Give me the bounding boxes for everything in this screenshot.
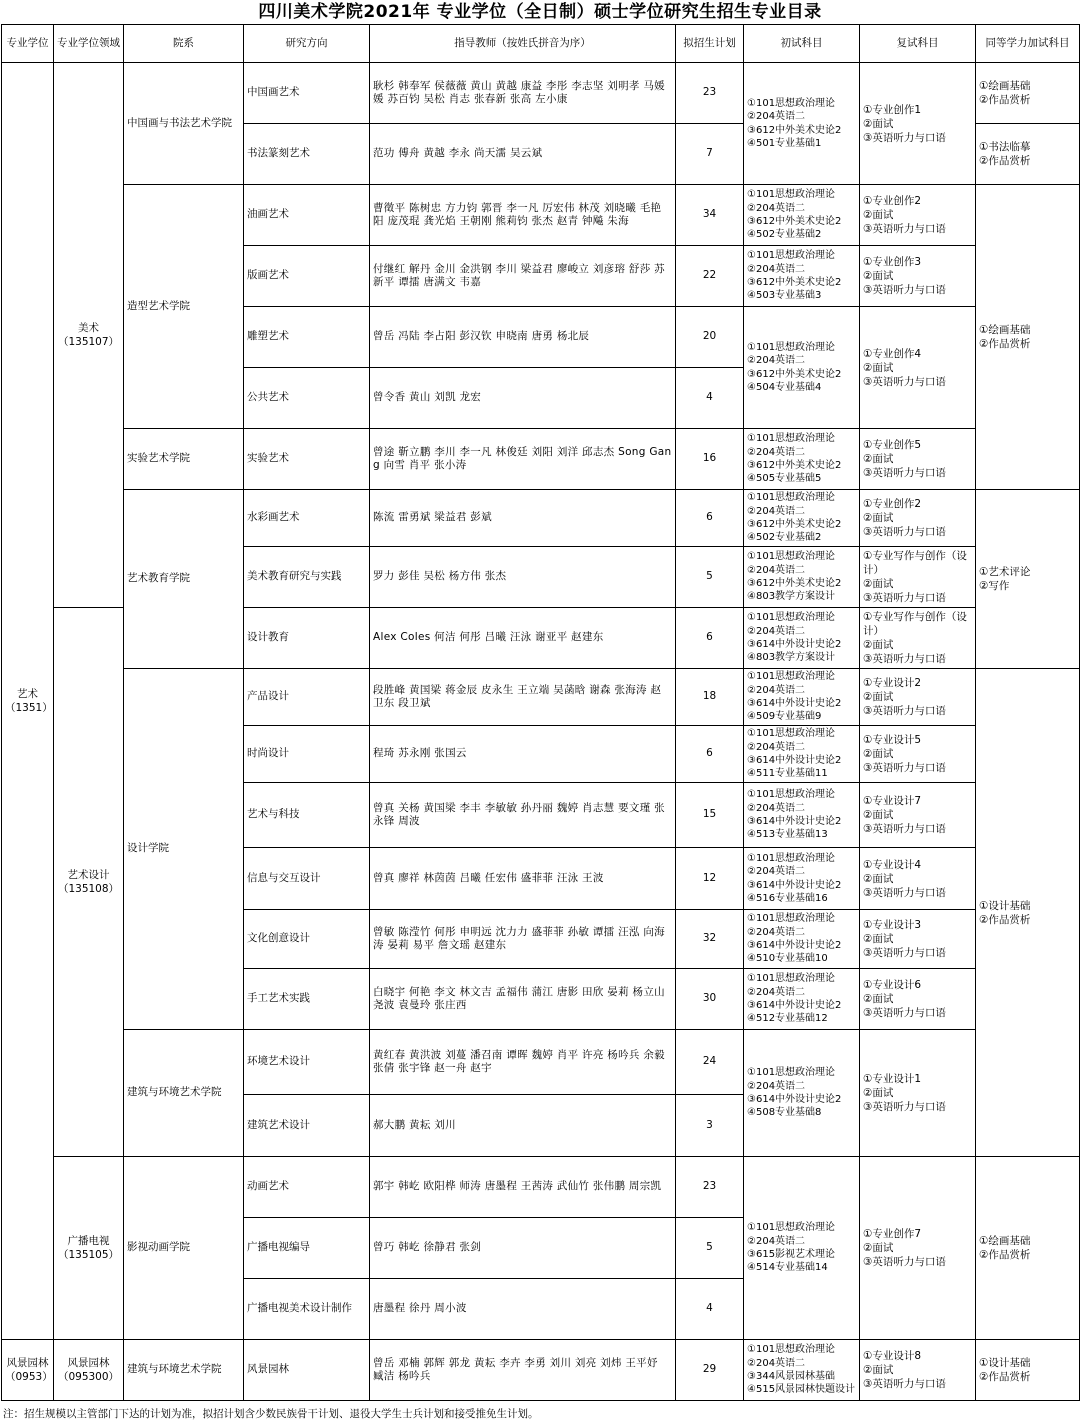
list-line: ④803教学方案设计 xyxy=(747,591,836,603)
plan-cell: 16 xyxy=(676,429,744,490)
list-line: ②面试 xyxy=(863,872,894,885)
column-header: 指导教师（按姓氏拼音为序） xyxy=(370,25,676,63)
list-line: ②面试 xyxy=(863,639,894,651)
plan-cell: 32 xyxy=(676,910,744,969)
list-line: ①101思想政治理论 xyxy=(747,973,836,985)
field-cell xyxy=(54,608,124,1157)
list-line: ①101思想政治理论 xyxy=(747,97,836,109)
direction-cell: 中国画艺术 xyxy=(244,63,370,124)
exam-cell xyxy=(744,969,860,1030)
college-cell: 建筑与环境艺术学院 xyxy=(124,1030,244,1157)
list-line: ①101思想政治理论 xyxy=(747,728,836,740)
list-line: ③英语听力与口语 xyxy=(863,467,946,479)
list-line: ④503专业基础3 xyxy=(747,290,822,302)
teachers-cell: 白晓宇 何艳 李文 林文吉 孟福伟 蒲江 唐影 田欣 晏莉 杨立山 尧波 袁曼玲 张庄西 xyxy=(370,969,676,1030)
list-line: ②204英语二 xyxy=(747,986,806,998)
degree-name: 艺术 xyxy=(17,688,38,700)
list-line: ③英语听力与口语 xyxy=(863,1378,946,1390)
extra-exam-cell xyxy=(976,490,1080,669)
direction-cell: 美术教育研究与实践 xyxy=(244,547,370,608)
exam-cell xyxy=(744,307,860,429)
list-line: ③615影视艺术理论 xyxy=(747,1249,836,1260)
retest-cell xyxy=(860,307,976,429)
list-line: ③614中外设计史论2 xyxy=(747,639,842,650)
teachers-cell: 黄红春 黄洪波 刘蔓 潘召南 谭晖 魏婷 肖平 许亮 杨吟兵 余毅 张倩 张宇锋 赵一舟 赵宇 xyxy=(370,1030,676,1095)
list-line: ②204英语二 xyxy=(747,926,806,938)
retest-cell xyxy=(860,429,976,490)
extra-exam-cell xyxy=(976,63,1080,124)
list-line: ③614中外设计史论2 xyxy=(747,1000,842,1011)
list-line: ②面试 xyxy=(863,809,894,821)
list-line: ②面试 xyxy=(863,1087,894,1099)
college-cell: 设计学院 xyxy=(124,669,244,1030)
list-line: ③英语听力与口语 xyxy=(863,1007,946,1019)
direction-cell: 广播电视编导 xyxy=(244,1218,370,1279)
list-line: ①101思想政治理论 xyxy=(747,341,836,353)
list-line: ③英语听力与口语 xyxy=(863,284,946,296)
direction-cell: 油画艺术 xyxy=(244,185,370,246)
column-header: 专业学位 xyxy=(2,25,54,63)
college-cell: 艺术教育学院 xyxy=(124,490,244,669)
field-code: （135108） xyxy=(57,883,120,895)
extra-exam-cell xyxy=(976,669,1080,1157)
list-line: ①101思想政治理论 xyxy=(747,612,836,624)
list-line: ①专业创作4 xyxy=(863,347,922,360)
table-row xyxy=(2,1030,1080,1095)
column-header: 同等学力加试科目 xyxy=(976,25,1080,63)
list-line: ③612中外美术史论2 xyxy=(747,460,842,471)
exam-cell xyxy=(744,246,860,307)
list-line: ④508专业基础8 xyxy=(747,1107,822,1119)
list-line: ①专业创作1 xyxy=(863,103,922,116)
list-line: ③344风景园林基础 xyxy=(747,1371,836,1382)
direction-cell: 公共艺术 xyxy=(244,368,370,429)
list-line: ③英语听力与口语 xyxy=(863,947,946,959)
teachers-cell: 曾岳 冯陆 李占阳 彭汉钦 申晓南 唐勇 杨北辰 xyxy=(370,307,676,368)
degree-cell xyxy=(2,63,54,1340)
plan-cell: 22 xyxy=(676,246,744,307)
teachers-cell: 付继红 解丹 金川 金洪钢 李川 梁益君 廖峻立 刘彦瑢 舒莎 苏新平 谭擂 唐满文 韦嘉 xyxy=(370,246,676,307)
direction-cell: 手工艺术实践 xyxy=(244,969,370,1030)
direction-cell: 艺术与科技 xyxy=(244,783,370,848)
page-title: 四川美术学院2021年 专业学位（全日制）硕士学位研究生招生专业目录 xyxy=(258,2,822,22)
list-line: ①专业写作与创作（设计） xyxy=(863,611,967,637)
teachers-cell: 曾真 廖祥 林茵茵 吕曦 任宏伟 盛菲菲 汪泳 王波 xyxy=(370,848,676,910)
plan-cell: 30 xyxy=(676,969,744,1030)
list-line: ③英语听力与口语 xyxy=(863,886,946,899)
teachers-cell: 曾敏 陈滢竹 何彤 申明远 沈力力 盛菲菲 孙敏 谭擂 汪泓 向海涛 晏莉 易平 詹文瑶 赵建东 xyxy=(370,910,676,969)
list-line: ②204英语二 xyxy=(747,866,806,878)
catalog-table xyxy=(1,24,1080,1401)
teachers-cell: 罗力 彭佳 吴松 杨方伟 张杰 xyxy=(370,547,676,608)
list-line: ②204英语二 xyxy=(747,625,806,637)
list-line: ①专业设计3 xyxy=(863,919,922,931)
list-line: ②面试 xyxy=(863,453,894,465)
direction-cell: 设计教育 xyxy=(244,608,370,669)
list-line: ①101思想政治理论 xyxy=(747,1222,836,1234)
list-line: ③612中外美术史论2 xyxy=(747,578,842,589)
direction-cell: 信息与交互设计 xyxy=(244,848,370,910)
list-line: ①101思想政治理论 xyxy=(747,789,836,801)
direction-cell: 广播电视美术设计制作 xyxy=(244,1279,370,1340)
plan-cell: 6 xyxy=(676,490,744,547)
header-row xyxy=(2,25,1080,63)
exam-cell xyxy=(744,726,860,783)
extra-exam-cell xyxy=(976,1340,1080,1401)
column-header: 专业学位领域 xyxy=(54,25,124,63)
plan-cell: 12 xyxy=(676,848,744,910)
field-code: （135107） xyxy=(57,336,120,348)
retest-cell xyxy=(860,783,976,848)
list-line: ③英语听力与口语 xyxy=(863,375,946,388)
teachers-cell: 段胜峰 黄国梁 蒋金辰 皮永生 王立端 吴菡晗 谢森 张海涛 赵卫东 段卫斌 xyxy=(370,669,676,726)
list-line: ③英语听力与口语 xyxy=(863,223,946,235)
plan-cell: 18 xyxy=(676,669,744,726)
list-line: ③英语听力与口语 xyxy=(863,1101,946,1113)
teachers-cell: 郝大鹏 黄耘 刘川 xyxy=(370,1095,676,1157)
list-line: ②204英语二 xyxy=(747,446,806,458)
teachers-cell: 曾途 靳立鹏 李川 李一凡 林俊廷 刘阳 刘洋 邱志杰 Song Gang 向雪 肖平 张小涛 xyxy=(370,429,676,490)
exam-cell xyxy=(744,185,860,246)
list-line: ②作品赏析 xyxy=(979,94,1031,106)
list-line: ①101思想政治理论 xyxy=(747,1067,836,1079)
list-line: ①专业创作3 xyxy=(863,256,922,268)
retest-cell xyxy=(860,910,976,969)
retest-cell xyxy=(860,185,976,246)
direction-cell: 版画艺术 xyxy=(244,246,370,307)
list-line: ①专业创作7 xyxy=(863,1228,922,1240)
list-line: ②204英语二 xyxy=(747,111,806,123)
list-line: ②204英语二 xyxy=(747,741,806,753)
exam-cell xyxy=(744,669,860,726)
list-line: ③614中外设计史论2 xyxy=(747,879,842,891)
teachers-cell: 曾巧 韩屹 徐静君 张剑 xyxy=(370,1218,676,1279)
list-line: ①101思想政治理论 xyxy=(747,551,836,563)
plan-cell: 3 xyxy=(676,1095,744,1157)
list-line: ③614中外设计史论2 xyxy=(747,698,842,709)
list-line: ③英语听力与口语 xyxy=(863,653,946,665)
column-header: 院系 xyxy=(124,25,244,63)
list-line: ③英语听力与口语 xyxy=(863,705,946,717)
list-line: ③英语听力与口语 xyxy=(863,762,946,774)
list-line: ②面试 xyxy=(863,748,894,760)
retest-cell xyxy=(860,1157,976,1340)
field-cell xyxy=(54,63,124,608)
list-line: ③614中外设计史论2 xyxy=(747,1094,842,1105)
list-line: ③614中外设计史论2 xyxy=(747,755,842,766)
direction-cell: 动画艺术 xyxy=(244,1157,370,1218)
retest-cell xyxy=(860,969,976,1030)
teachers-cell: Alex Coles 何洁 何彤 吕曦 汪泳 谢亚平 赵建东 xyxy=(370,608,676,669)
list-line: ②面试 xyxy=(863,691,894,703)
degree-code: （0953） xyxy=(5,1371,53,1383)
table-row xyxy=(2,429,1080,490)
table-row xyxy=(2,1157,1080,1218)
direction-cell: 时尚设计 xyxy=(244,726,370,783)
list-line: ②204英语二 xyxy=(747,1235,806,1247)
plan-cell: 5 xyxy=(676,1218,744,1279)
plan-cell: 23 xyxy=(676,63,744,124)
direction-cell: 实验艺术 xyxy=(244,429,370,490)
list-line: ①101思想政治理论 xyxy=(747,189,836,201)
footnote: 注：招生规模以主管部门下达的计划为准，拟招计划含少数民族骨干计划、退役大学生士兵计划和接受推免生计划。 xyxy=(3,1408,539,1420)
table-row xyxy=(2,490,1080,547)
field-name: 风景园林 xyxy=(67,1357,110,1369)
list-line: ④512专业基础12 xyxy=(747,1013,828,1025)
list-line: ②作品赏析 xyxy=(979,155,1031,167)
list-line: ③612中外美术史论2 xyxy=(747,519,842,530)
list-line: ①设计基础 xyxy=(979,899,1031,912)
catalog-table-wrapper xyxy=(1,24,1080,1401)
list-line: ①101思想政治理论 xyxy=(747,852,836,864)
list-line: ①设计基础 xyxy=(979,1357,1031,1369)
list-line: ④510专业基础10 xyxy=(747,953,828,965)
list-line: ①101思想政治理论 xyxy=(747,913,836,925)
list-line: ①101思想政治理论 xyxy=(747,671,836,683)
list-line: ④515风景园林快题设计 xyxy=(747,1384,856,1396)
list-line: ③英语听力与口语 xyxy=(863,823,946,835)
teachers-cell: 耿杉 韩奉军 侯薇薇 黄山 黄越 康益 李彤 李志坚 刘明孝 马媛媛 苏百钧 吴松 肖志 张春新 张高 左小康 xyxy=(370,63,676,124)
teachers-cell: 曾令香 黄山 刘凯 龙宏 xyxy=(370,368,676,429)
extra-exam-cell xyxy=(976,1157,1080,1340)
exam-cell xyxy=(744,1340,860,1401)
retest-cell xyxy=(860,1030,976,1157)
list-line: ①专业设计1 xyxy=(863,1073,922,1085)
direction-cell: 风景园林 xyxy=(244,1340,370,1401)
list-line: ③612中外美术史论2 xyxy=(747,216,842,227)
list-line: ②面试 xyxy=(863,1364,894,1376)
list-line: ②面试 xyxy=(863,512,894,524)
field-name: 广播电视 xyxy=(67,1235,110,1247)
list-line: ③英语听力与口语 xyxy=(863,131,946,144)
teachers-cell: 范功 傅舟 黄越 李永 尚天濡 吴云斌 xyxy=(370,124,676,185)
list-line: ②作品赏析 xyxy=(979,913,1031,926)
list-line: ①绘画基础 xyxy=(979,80,1031,92)
plan-cell: 23 xyxy=(676,1157,744,1218)
retest-cell xyxy=(860,547,976,608)
plan-cell: 15 xyxy=(676,783,744,848)
list-line: ①101思想政治理论 xyxy=(747,492,836,504)
exam-cell xyxy=(744,490,860,547)
retest-cell xyxy=(860,1340,976,1401)
retest-cell xyxy=(860,490,976,547)
plan-cell: 34 xyxy=(676,185,744,246)
list-line: ③612中外美术史论2 xyxy=(747,124,842,136)
list-line: ②面试 xyxy=(863,1242,894,1254)
exam-cell xyxy=(744,848,860,910)
plan-cell: 24 xyxy=(676,1030,744,1095)
list-line: ①专业创作2 xyxy=(863,498,922,510)
direction-cell: 书法篆刻艺术 xyxy=(244,124,370,185)
college-cell: 影视动画学院 xyxy=(124,1157,244,1340)
column-header: 复试科目 xyxy=(860,25,976,63)
list-line: ④516专业基础16 xyxy=(747,892,828,904)
degree-cell xyxy=(2,1340,54,1401)
college-cell: 实验艺术学院 xyxy=(124,429,244,490)
list-line: ②面试 xyxy=(863,361,894,374)
exam-cell xyxy=(744,547,860,608)
list-line: ③612中外美术史论2 xyxy=(747,277,842,288)
extra-exam-cell xyxy=(976,185,1080,490)
table-row xyxy=(2,669,1080,726)
retest-cell xyxy=(860,608,976,669)
list-line: ①专业写作与创作（设计） xyxy=(863,550,967,576)
list-line: ②面试 xyxy=(863,933,894,945)
exam-cell xyxy=(744,1157,860,1340)
column-header: 拟招生计划 xyxy=(676,25,744,63)
field-name: 艺术设计 xyxy=(67,869,110,881)
field-cell xyxy=(54,1340,124,1401)
column-header: 研究方向 xyxy=(244,25,370,63)
teachers-cell: 唐墨程 徐丹 周小波 xyxy=(370,1279,676,1340)
plan-cell: 20 xyxy=(676,307,744,368)
teachers-cell: 郭宇 韩屹 欧阳桦 师涛 唐墨程 王茜涛 武仙竹 张伟鹏 周宗凯 xyxy=(370,1157,676,1218)
teachers-cell: 曹徵平 陈树忠 方力钧 郭晋 李一凡 厉宏伟 林茂 刘晓曦 毛艳阳 庞茂琨 龚光焰 王朝刚 熊莉钧 张杰 赵青 钟飚 朱海 xyxy=(370,185,676,246)
list-line: ①101思想政治理论 xyxy=(747,433,836,445)
plan-cell: 6 xyxy=(676,608,744,669)
list-line: ②面试 xyxy=(863,209,894,221)
list-line: ③614中外设计史论2 xyxy=(747,816,842,827)
field-code: （095300） xyxy=(57,1371,120,1383)
list-line: ①艺术评论 xyxy=(979,566,1031,578)
list-line: ②204英语二 xyxy=(747,202,806,214)
column-header: 初试科目 xyxy=(744,25,860,63)
direction-cell: 环境艺术设计 xyxy=(244,1030,370,1095)
list-line: ②写作 xyxy=(979,580,1010,592)
teachers-cell: 曾岳 邓楠 郭辉 郭龙 黄耘 李卉 李勇 刘川 刘亮 刘炜 王平妤 臧洁 杨吟兵 xyxy=(370,1340,676,1401)
exam-cell xyxy=(744,783,860,848)
field-name: 美术 xyxy=(78,322,99,334)
teachers-cell: 曾真 关杨 黄国梁 李丰 李敏敏 孙丹丽 魏婷 肖志慧 要文瑾 张永锋 周波 xyxy=(370,783,676,848)
retest-cell xyxy=(860,669,976,726)
field-code: （135105） xyxy=(57,1249,120,1261)
list-line: ①专业设计8 xyxy=(863,1350,922,1362)
degree-code: （1351） xyxy=(5,702,53,714)
list-line: ③614中外设计史论2 xyxy=(747,940,842,951)
teachers-cell: 程琦 苏永刚 张国云 xyxy=(370,726,676,783)
list-line: ④509专业基础9 xyxy=(747,711,822,723)
list-line: ②204英语二 xyxy=(747,564,806,576)
table-row xyxy=(2,63,1080,124)
degree-name: 风景园林 xyxy=(6,1357,49,1369)
exam-cell xyxy=(744,608,860,669)
teachers-cell: 陈流 雷勇斌 梁益君 彭斌 xyxy=(370,490,676,547)
college-cell: 建筑与环境艺术学院 xyxy=(124,1340,244,1401)
list-line: ②204英语二 xyxy=(747,505,806,517)
list-line: ③英语听力与口语 xyxy=(863,526,946,538)
exam-cell xyxy=(744,910,860,969)
list-line: ②作品赏析 xyxy=(979,1249,1031,1261)
plan-cell: 5 xyxy=(676,547,744,608)
plan-cell: 7 xyxy=(676,124,744,185)
list-line: ①101思想政治理论 xyxy=(747,250,836,262)
table-row xyxy=(2,1340,1080,1401)
list-line: ②204英语二 xyxy=(747,263,806,275)
list-line: ①专业设计5 xyxy=(863,734,922,746)
extra-exam-cell xyxy=(976,124,1080,185)
list-line: ①101思想政治理论 xyxy=(747,1344,836,1356)
plan-cell: 4 xyxy=(676,1279,744,1340)
college-cell: 造型艺术学院 xyxy=(124,185,244,429)
list-line: ④803教学方案设计 xyxy=(747,652,836,664)
field-cell xyxy=(54,1157,124,1340)
list-line: ①专业创作2 xyxy=(863,195,922,207)
list-line: ①专业创作5 xyxy=(863,439,922,451)
list-line: ①绘画基础 xyxy=(979,324,1031,336)
list-line: ③612中外美术史论2 xyxy=(747,368,842,380)
retest-cell xyxy=(860,726,976,783)
list-line: ④505专业基础5 xyxy=(747,473,822,485)
list-line: ④513专业基础13 xyxy=(747,829,828,841)
list-line: ①专业设计4 xyxy=(863,858,922,871)
plan-cell: 29 xyxy=(676,1340,744,1401)
list-line: ②面试 xyxy=(863,117,894,130)
list-line: ③英语听力与口语 xyxy=(863,592,946,604)
list-line: ②204英语二 xyxy=(747,802,806,814)
retest-cell xyxy=(860,63,976,185)
list-line: ①书法临摹 xyxy=(979,141,1031,153)
list-line: ②204英语二 xyxy=(747,684,806,696)
list-line: ④504专业基础4 xyxy=(747,381,822,393)
college-cell: 中国画与书法艺术学院 xyxy=(124,63,244,185)
list-line: ②204英语二 xyxy=(747,1080,806,1092)
list-line: ②面试 xyxy=(863,270,894,282)
list-line: ②面试 xyxy=(863,993,894,1005)
direction-cell: 雕塑艺术 xyxy=(244,307,370,368)
list-line: ②面试 xyxy=(863,578,894,590)
direction-cell: 文化创意设计 xyxy=(244,910,370,969)
exam-cell xyxy=(744,63,860,185)
list-line: ①专业设计7 xyxy=(863,795,922,807)
list-line: ②204英语二 xyxy=(747,1357,806,1369)
exam-cell xyxy=(744,1030,860,1157)
list-line: ①绘画基础 xyxy=(979,1235,1031,1247)
plan-cell: 6 xyxy=(676,726,744,783)
list-line: ④514专业基础14 xyxy=(747,1262,828,1274)
list-line: ④502专业基础2 xyxy=(747,229,822,241)
table-row xyxy=(2,185,1080,246)
list-line: ③英语听力与口语 xyxy=(863,1256,946,1268)
retest-cell xyxy=(860,848,976,910)
list-line: ①专业设计2 xyxy=(863,677,922,689)
list-line: ②作品赏析 xyxy=(979,1371,1031,1383)
list-line: ①专业设计6 xyxy=(863,979,922,991)
list-line: ④501专业基础1 xyxy=(747,137,822,149)
retest-cell xyxy=(860,246,976,307)
list-line: ④511专业基础11 xyxy=(747,768,828,780)
list-line: ②作品赏析 xyxy=(979,338,1031,350)
direction-cell: 产品设计 xyxy=(244,669,370,726)
list-line: ②204英语二 xyxy=(747,355,806,367)
direction-cell: 水彩画艺术 xyxy=(244,490,370,547)
plan-cell: 4 xyxy=(676,368,744,429)
exam-cell xyxy=(744,429,860,490)
list-line: ④502专业基础2 xyxy=(747,532,822,544)
direction-cell: 建筑艺术设计 xyxy=(244,1095,370,1157)
